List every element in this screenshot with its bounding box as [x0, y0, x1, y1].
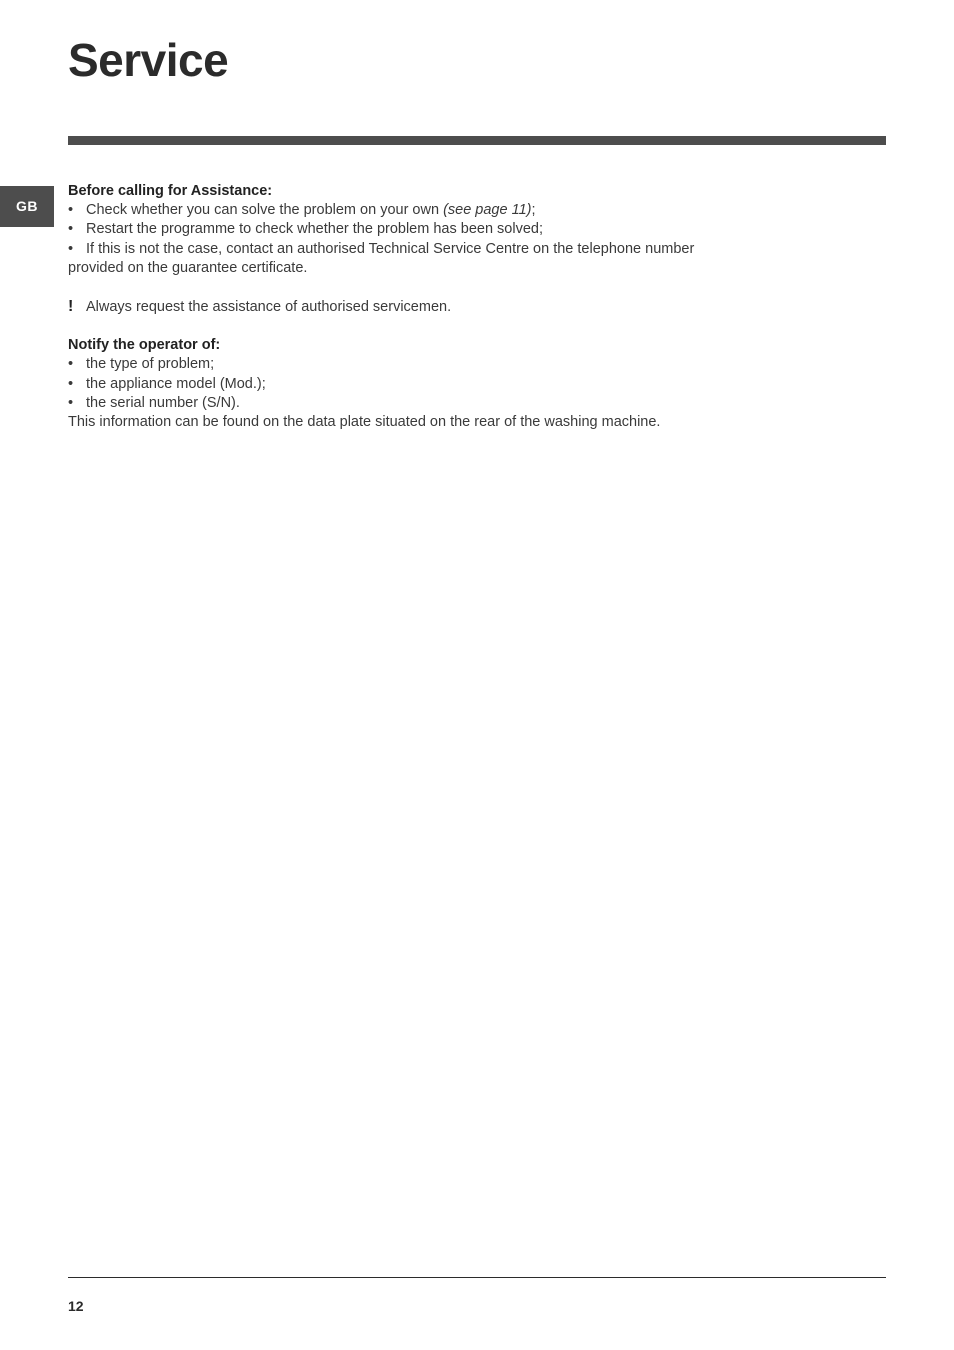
notify-heading: Notify the operator of: — [68, 337, 221, 354]
warning-note — [68, 298, 768, 317]
page-title: Service — [68, 34, 229, 86]
bullet-icon: • — [68, 202, 74, 219]
list-item-text: Check whether you can solve the problem on your own — [86, 202, 444, 219]
language-tab: GB — [0, 186, 54, 227]
list-item — [68, 201, 768, 220]
list-item-text: the appliance model (Mod.); — [86, 375, 266, 392]
warning-text: Always request the assistance of authorised servicemen. — [86, 298, 452, 315]
bullet-icon: • — [68, 356, 74, 373]
list-item — [68, 220, 768, 239]
list-item-text: the serial number (S/N). — [86, 394, 240, 411]
before-calling-list — [68, 201, 768, 259]
before-calling-heading: Before calling for Assistance: — [68, 183, 273, 199]
bullet-icon: • — [68, 394, 74, 411]
exclamation-icon: ! — [68, 297, 74, 315]
list-item — [68, 375, 768, 394]
list-item — [68, 355, 768, 374]
notify-note: This information can be found on the data plate situated on the rear of the washing machine. — [68, 414, 661, 431]
list-item — [68, 240, 768, 259]
title-divider-bar — [68, 136, 886, 145]
list-item-text: Restart the programme to check whether the problem has been solved; — [86, 221, 543, 238]
list-item — [68, 394, 768, 413]
page-reference: (see page 11) — [443, 202, 532, 219]
page-number: 12 — [68, 1298, 84, 1314]
list-item-text: If this is not the case, contact an authorised Technical Service Centre on the telephone number — [86, 240, 695, 257]
list-item-punctuation: ; — [531, 202, 536, 219]
footer-divider — [68, 1277, 886, 1278]
bullet-icon: • — [68, 375, 74, 392]
bullet-icon: • — [68, 221, 74, 238]
before-calling-continuation: provided on the guarantee certificate. — [68, 259, 308, 276]
notify-list — [68, 355, 768, 413]
bullet-icon: • — [68, 240, 74, 257]
list-item-text: the type of problem; — [86, 356, 215, 373]
service-content — [68, 182, 768, 432]
